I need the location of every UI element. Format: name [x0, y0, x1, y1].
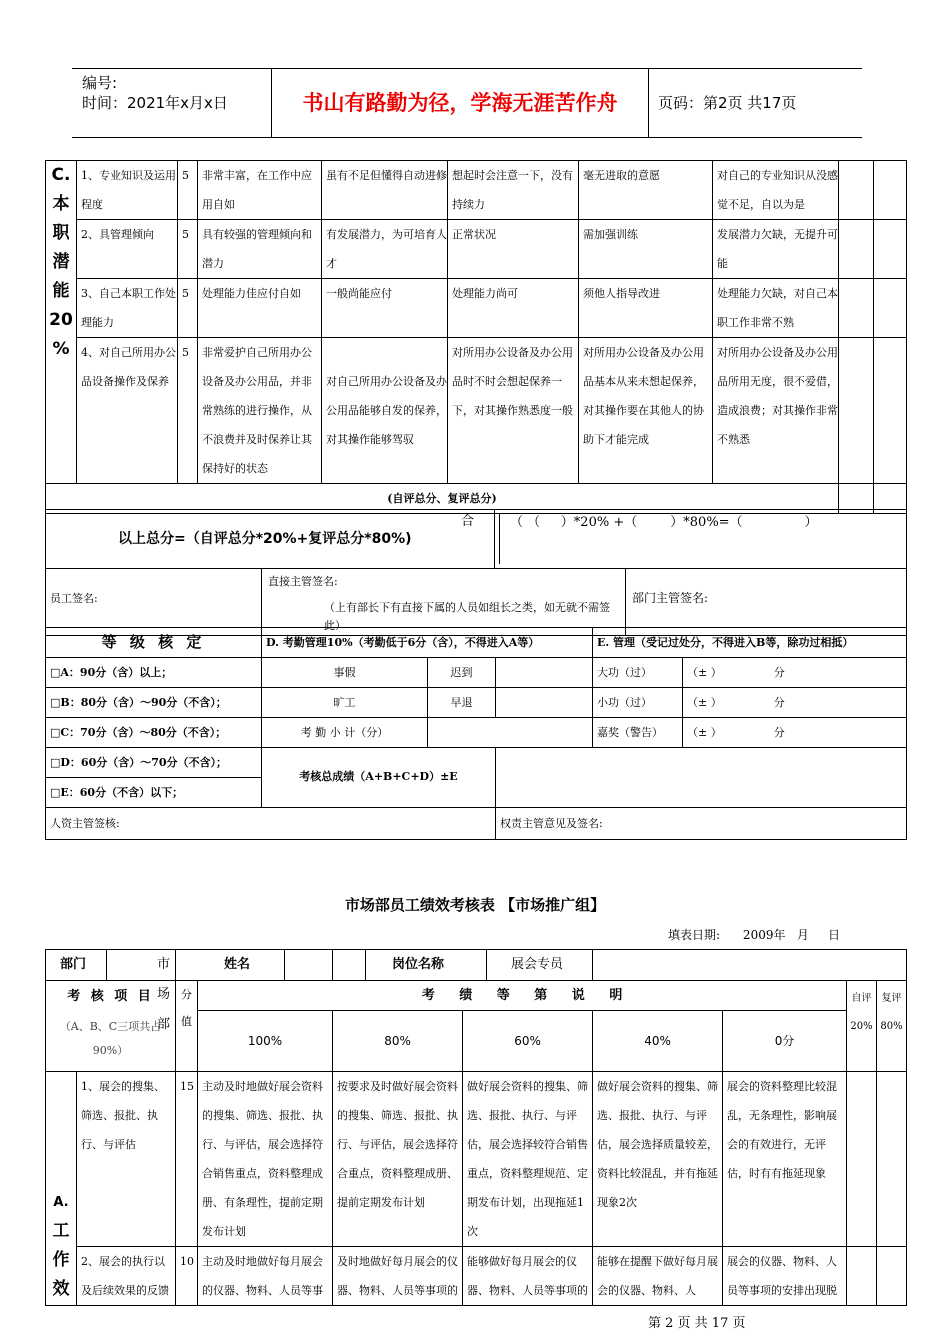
direct-sign-label: 直接主管签名: [268, 575, 338, 588]
subtotal-label: 考 勤 小 计（分） [262, 718, 428, 748]
score-cell: 15 [176, 1072, 198, 1247]
desc-cell: 非常丰富，在工作中应用自如 [198, 161, 322, 220]
d-title: D. 考勤管理10%（考勤低于6分（含），不得进入A等） [262, 628, 593, 658]
level-a[interactable]: □A：90分（含）以上； [46, 658, 262, 688]
desc-cell: 毫无进取的意愿 [579, 161, 713, 220]
score-cell: 5 [178, 338, 198, 484]
desc-cell: 主动及时地做好每月展会的仪器、物料、人员等事 [198, 1247, 333, 1306]
name-label: 姓名 [224, 957, 251, 972]
review-score-cell[interactable] [874, 220, 907, 279]
early-leave-value[interactable] [496, 688, 593, 718]
grading-title: 等 级 核 定 [46, 628, 262, 658]
self-score-cell[interactable] [839, 338, 874, 484]
desc-cell: 做好展会资料的搜集、筛选、报批、执行、与评估，展会选择质量较差，资料比较混乱，并有拖延现象2次 [593, 1072, 723, 1247]
review-score-cell[interactable] [874, 279, 907, 338]
desc-cell: 对自己的专业知识从没感觉不足，自以为是 [713, 161, 839, 220]
post-cell [333, 950, 593, 981]
review-score-cell[interactable] [874, 161, 907, 220]
desc-cell: 对自己所用办公设备及办公用品能够自发的保养，对其操作能够驾驭 [322, 338, 448, 484]
item-cell: 2、展会的执行以及后续效果的反馈 [77, 1247, 176, 1306]
self-score-cell[interactable] [847, 1247, 877, 1306]
post-value-ext [593, 950, 907, 981]
page-label: 页码：第2页 共17页 [658, 94, 797, 112]
score-cell: 5 [178, 279, 198, 338]
calc-text[interactable]: （ （ ）*20% +（ ）*80%=（ ） [499, 514, 818, 564]
page-footer: 第 2 页 共 17 页 [648, 1316, 746, 1331]
desc-cell: 一般尚能应付 [322, 279, 448, 338]
authority-sign[interactable]: 权责主管意见及签名: [496, 808, 907, 840]
desc-cell: 正常状况 [448, 220, 579, 279]
desc-cell: 具有较强的管理倾向和潜力 [198, 220, 322, 279]
formula-label: 以上总分=（自评总分*20%+复评总分*80%) [46, 510, 495, 569]
score-cell: 5 [178, 220, 198, 279]
section-a-label: A. 工 作 效 [46, 1072, 77, 1306]
dept-sign[interactable]: 部门主管签名: [626, 569, 907, 636]
desc-cell: 发展潜力欠缺，无提升可能 [713, 220, 839, 279]
dept-value[interactable]: 市场部 [106, 950, 175, 980]
item-cell: 2、具管理倾向 [77, 220, 178, 279]
item-cell: 1、专业知识及运用程度 [77, 161, 178, 220]
final-score-label: 考核总成绩（A+B+C+D）±E [262, 748, 496, 808]
item-cell: 3、自己本职工作处理能力 [77, 279, 178, 338]
page-header [72, 68, 862, 138]
desc-cell: 处理能力尚可 [448, 279, 579, 338]
award-3-label: 嘉奖（警告） [593, 718, 683, 748]
desc-cell: 及时地做好每月展会的仪器、物料、人员等事项的 [333, 1247, 463, 1306]
desc-cell: 做好展会资料的搜集、筛选、报批、执行、与评估，展会选择较符合销售重点，资料整理规范、定期发布计划，出现拖延1次 [463, 1072, 593, 1247]
award-1-value[interactable]: （± ） 分 [683, 658, 907, 688]
level-40: 40% [593, 1011, 723, 1072]
direct-sign-note: （上有部长下有直接下属的人员如组长之类，如无就不需签此） [324, 601, 610, 632]
he-label: 合 [461, 514, 475, 529]
desc-header: 考 绩 等 第 说 明 [198, 981, 847, 1011]
level-60: 60% [463, 1011, 593, 1072]
early-leave-label: 早退 [428, 688, 496, 718]
final-score-value[interactable] [496, 748, 907, 808]
desc-cell: 按要求及时做好展会资料的搜集、筛选、报批、执行、与评估，展会选择符合重点，资料整理成册、提前定期发布计划 [333, 1072, 463, 1247]
level-d[interactable]: □D：60分（含）～70分（不含）； [46, 748, 262, 778]
review-score-cell[interactable] [877, 1247, 907, 1306]
dept-label: 部门 [60, 957, 87, 972]
item-cell: 1、展会的搜集、筛选、报批、执行、与评估 [77, 1072, 176, 1247]
desc-cell: 主动及时地做好展会资料的搜集、筛选、报批、执行、与评估，展会选择符合销售重点，资料整理成册、有条理性，提前定期发布计划 [198, 1072, 333, 1247]
level-c[interactable]: □C：70分（含）～80分（不含）； [46, 718, 262, 748]
time-label: 时间：2021年x月x日 [82, 94, 228, 112]
desc-cell: 对所用办公设备及办公用品基本从来未想起保养，对其操作要在其他人的协助下才能完成 [579, 338, 713, 484]
level-80: 80% [333, 1011, 463, 1072]
award-3-value[interactable]: （± ） 分 [683, 718, 907, 748]
self-score-cell[interactable] [839, 220, 874, 279]
desc-cell: 须他人指导改进 [579, 279, 713, 338]
item-cell: 4、对自己所用办公品设备操作及保养 [77, 338, 178, 484]
self-score-cell[interactable] [839, 279, 874, 338]
desc-cell: 处理能力欠缺，对自己本职工作非常不熟 [713, 279, 839, 338]
award-1-label: 大功（过） [593, 658, 683, 688]
employee-sign[interactable]: 员工签名: [46, 569, 262, 636]
desc-cell: 想起时会注意一下，没有持续力 [448, 161, 579, 220]
score-header: 分 值 [176, 981, 198, 1072]
number-label: 编号: [82, 74, 118, 92]
late-label: 迟到 [428, 658, 496, 688]
self-score-cell[interactable] [847, 1072, 877, 1247]
e-title: E. 管理（受记过处分，不得进入B等，除功过相抵） [593, 628, 907, 658]
late-value[interactable] [496, 658, 593, 688]
subtotal-value[interactable] [428, 718, 593, 748]
score-cell: 5 [178, 161, 198, 220]
section-c-table [45, 160, 907, 514]
review-score-cell[interactable] [874, 338, 907, 484]
desc-cell: 对所用办公设备及办公用品所用无度，很不爱借，造成浪费；对其操作非常不熟悉 [713, 338, 839, 484]
desc-cell: 处理能力佳应付自如 [198, 279, 322, 338]
hr-sign[interactable]: 人资主管签核: [46, 808, 496, 840]
item-sub: （A、B、C三项共占90%） [59, 1020, 162, 1057]
post-value[interactable]: 展会专员 [486, 950, 563, 980]
level-b[interactable]: □B：80分（含）～90分（不含）； [46, 688, 262, 718]
formula-calc [461, 510, 907, 569]
level-0: 0分 [723, 1011, 847, 1072]
section-c-label: C. 本 职 潜 能 20 % [46, 161, 77, 484]
grading-table [45, 627, 907, 840]
desc-cell: 需加强训练 [579, 220, 713, 279]
section-c-total-label: (自评总分、复评总分) [46, 484, 839, 514]
level-100: 100% [198, 1011, 333, 1072]
desc-cell: 能够做好每月展会的仪器、物料、人员等事项的 [463, 1247, 593, 1306]
fill-date[interactable]: 填表日期: 2009年 月 日 [668, 928, 840, 942]
desc-cell: 非常爱护自己所用办公设备及办公用品，并非常熟练的进行操作，从不浪费并及时保养让其保持好的状态 [198, 338, 322, 484]
personal-leave-label: 事假 [262, 658, 428, 688]
item-header-cell [46, 981, 176, 1072]
self-score-cell[interactable] [839, 161, 874, 220]
desc-cell: 展会的仪器、物料、人员等事项的安排出现脱 [723, 1247, 847, 1306]
summary-table [45, 509, 907, 636]
name-cell [176, 950, 333, 981]
post-label: 岗位名称 [365, 950, 444, 980]
form2-title: 市场部员工绩效考核表 【市场推广组】 [344, 896, 606, 914]
direct-sign-cell[interactable] [262, 569, 626, 636]
form2-table [45, 949, 907, 1306]
award-2-value[interactable]: （± ） 分 [683, 688, 907, 718]
desc-cell: 虽有不足但懂得自动进修 [322, 161, 448, 220]
desc-cell: 有发展潜力，为可培育人才 [322, 220, 448, 279]
desc-cell: 能够在提醒下做好每月展会的仪器、物料、人 [593, 1247, 723, 1306]
review-header: 复评 80% [877, 981, 907, 1072]
name-value[interactable] [284, 950, 333, 980]
self-header: 自评 20% [847, 981, 877, 1072]
score-cell: 10 [176, 1247, 198, 1306]
desc-cell: 对所用办公设备及办公用品时不时会想起保养一下，对其操作熟悉度一般 [448, 338, 579, 484]
award-2-label: 小功（过） [593, 688, 683, 718]
review-score-cell[interactable] [877, 1072, 907, 1247]
absent-label: 旷工 [262, 688, 428, 718]
item-header: 考 核 项 目 [67, 989, 154, 1004]
desc-cell: 展会的资料整理比较混乱，无条理性，影响展会的有效进行，无评估，时有有拖延现象 [723, 1072, 847, 1247]
level-e[interactable]: □E：60分（不含）以下； [46, 778, 262, 808]
motto: 书山有路勤为径，学海无涯苦作舟 [272, 69, 649, 137]
header-meta [72, 69, 272, 137]
